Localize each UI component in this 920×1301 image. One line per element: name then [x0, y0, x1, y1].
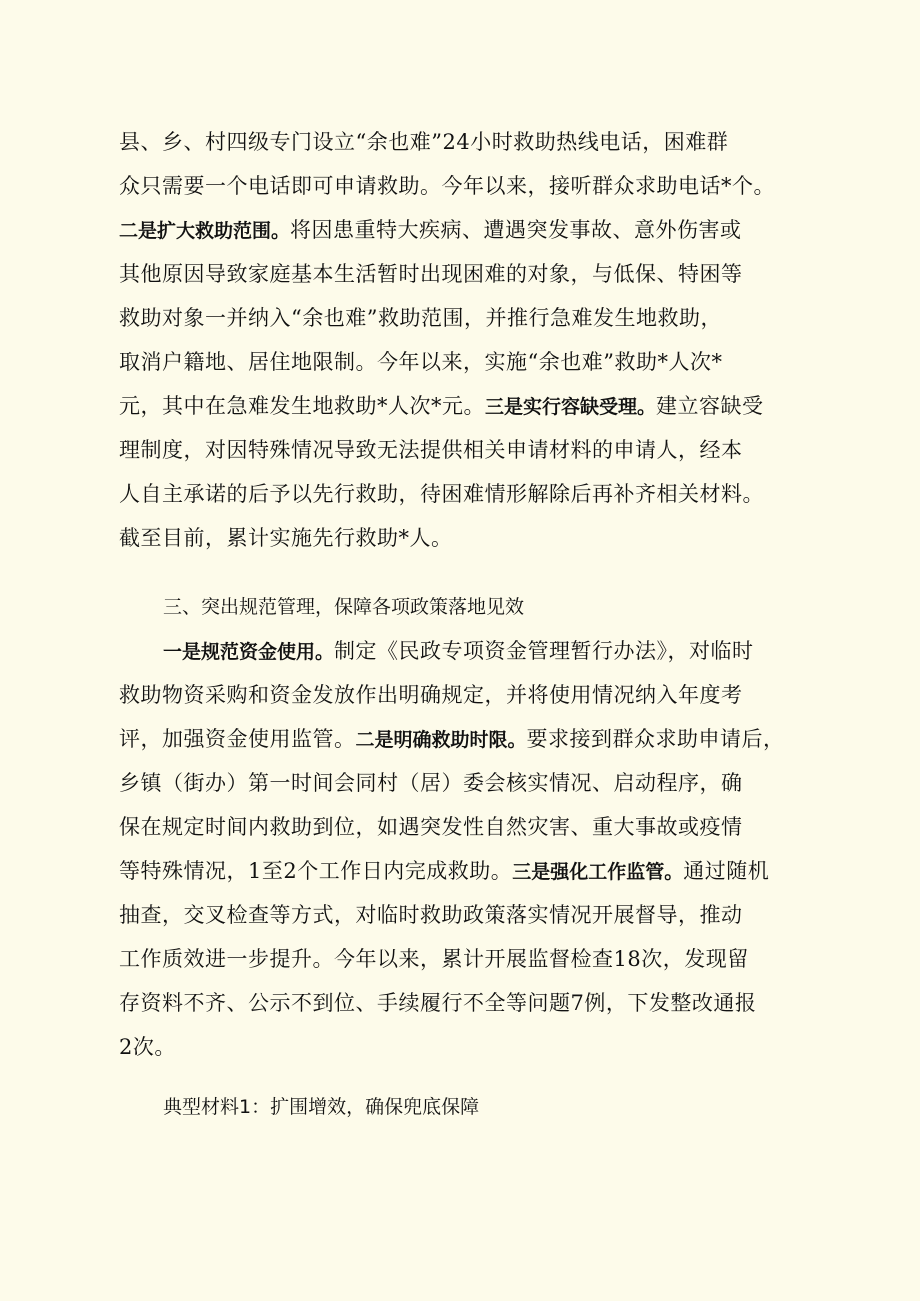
paragraph-rescue-scope — [119, 120, 809, 560]
text-run: 通过随机 — [683, 859, 770, 883]
material-title: 典型材料1：扩围增效，确保兜底保障 — [163, 1096, 480, 1118]
text-run: 制定《民政专项资金管理暂行办法》，对临时 — [334, 639, 754, 663]
text-run: 截至目前，累计实施先行救助*人。 — [119, 526, 453, 550]
bold-lead-phrase: 一是规范资金使用。 — [163, 641, 335, 663]
text-run: 人自主承诺的后予以先行救助，待困难情形解除后再补齐相关材料。 — [119, 482, 764, 506]
bold-lead-phrase: 三是强化工作监管。 — [512, 861, 684, 883]
text-run: 其他原因导致家庭基本生活暂时出现困难的对象，与低保、特困等 — [119, 262, 743, 286]
bold-lead-phrase: 二是明确救助时限。 — [355, 729, 527, 751]
text-run: 救助对象一并纳入“余也难”救助范围，并推行急难发生地救助， — [119, 306, 722, 330]
text-line — [119, 849, 809, 893]
text-line — [119, 428, 809, 472]
text-run: 众只需要一个电话即可申请救助。今年以来，接听群众求助电话*个。 — [119, 174, 775, 198]
text-run: 工作质效进一步提升。今年以来，累计开展监督检查18次，发现留 — [119, 947, 749, 971]
text-line — [119, 981, 809, 1025]
section-three — [119, 585, 809, 1069]
text-line — [119, 252, 809, 296]
text-line — [119, 761, 809, 805]
text-line — [119, 120, 809, 164]
text-line — [119, 472, 809, 516]
text-line — [119, 296, 809, 340]
text-line — [119, 805, 809, 849]
text-run: 元，其中在急难发生地救助*人次*元。 — [119, 394, 485, 418]
text-line — [119, 208, 809, 252]
text-line — [119, 516, 809, 560]
text-line — [119, 384, 809, 428]
text-run: 建立容缺受 — [656, 394, 764, 418]
text-line — [119, 673, 809, 717]
text-line — [119, 937, 809, 981]
typical-material — [119, 1085, 809, 1129]
text-run: 2次。 — [119, 1035, 176, 1059]
text-run: 保在规定时间内救助到位，如遇突发性自然灾害、重大事故或疫情 — [119, 815, 743, 839]
text-run: 县、乡、村四级专门设立“余也难”24小时救助热线电话，困难群 — [119, 130, 729, 154]
text-run: 乡镇（街办）第一时间会同村（居）委会核实情况、启动程序，确 — [119, 771, 743, 795]
text-run: 取消户籍地、居住地限制。今年以来，实施“余也难”救助*人次* — [119, 350, 723, 374]
text-run: 理制度，对因特殊情况导致无法提供相关申请材料的申请人，经本 — [119, 438, 743, 462]
text-run: 抽查，交叉检查等方式，对临时救助政策落实情况开展督导，推动 — [119, 903, 743, 927]
text-run: 要求接到群众求助申请后， — [526, 727, 785, 751]
text-run: 存资料不齐、公示不到位、手续履行不全等问题7例，下发整改通报 — [119, 991, 757, 1015]
text-line — [119, 1025, 809, 1069]
text-run: 救助物资采购和资金发放作出明确规定，并将使用情况纳入年度考 — [119, 683, 743, 707]
text-line — [119, 893, 809, 937]
text-line — [119, 717, 809, 761]
text-line — [119, 164, 809, 208]
bold-lead-phrase: 三是实行容缺受理。 — [485, 396, 657, 418]
text-line — [119, 340, 809, 384]
bold-lead-phrase: 二是扩大救助范围。 — [119, 220, 291, 242]
text-line — [119, 629, 809, 673]
text-run: 评，加强资金使用监管。 — [119, 727, 356, 751]
section-heading: 三、突出规范管理，保障各项政策落地见效 — [163, 596, 525, 618]
text-run: 等特殊情况，1至2个工作日内完成救助。 — [119, 859, 513, 883]
text-run: 将因患重特大疾病、遭遇突发事故、意外伤害或 — [290, 218, 742, 242]
